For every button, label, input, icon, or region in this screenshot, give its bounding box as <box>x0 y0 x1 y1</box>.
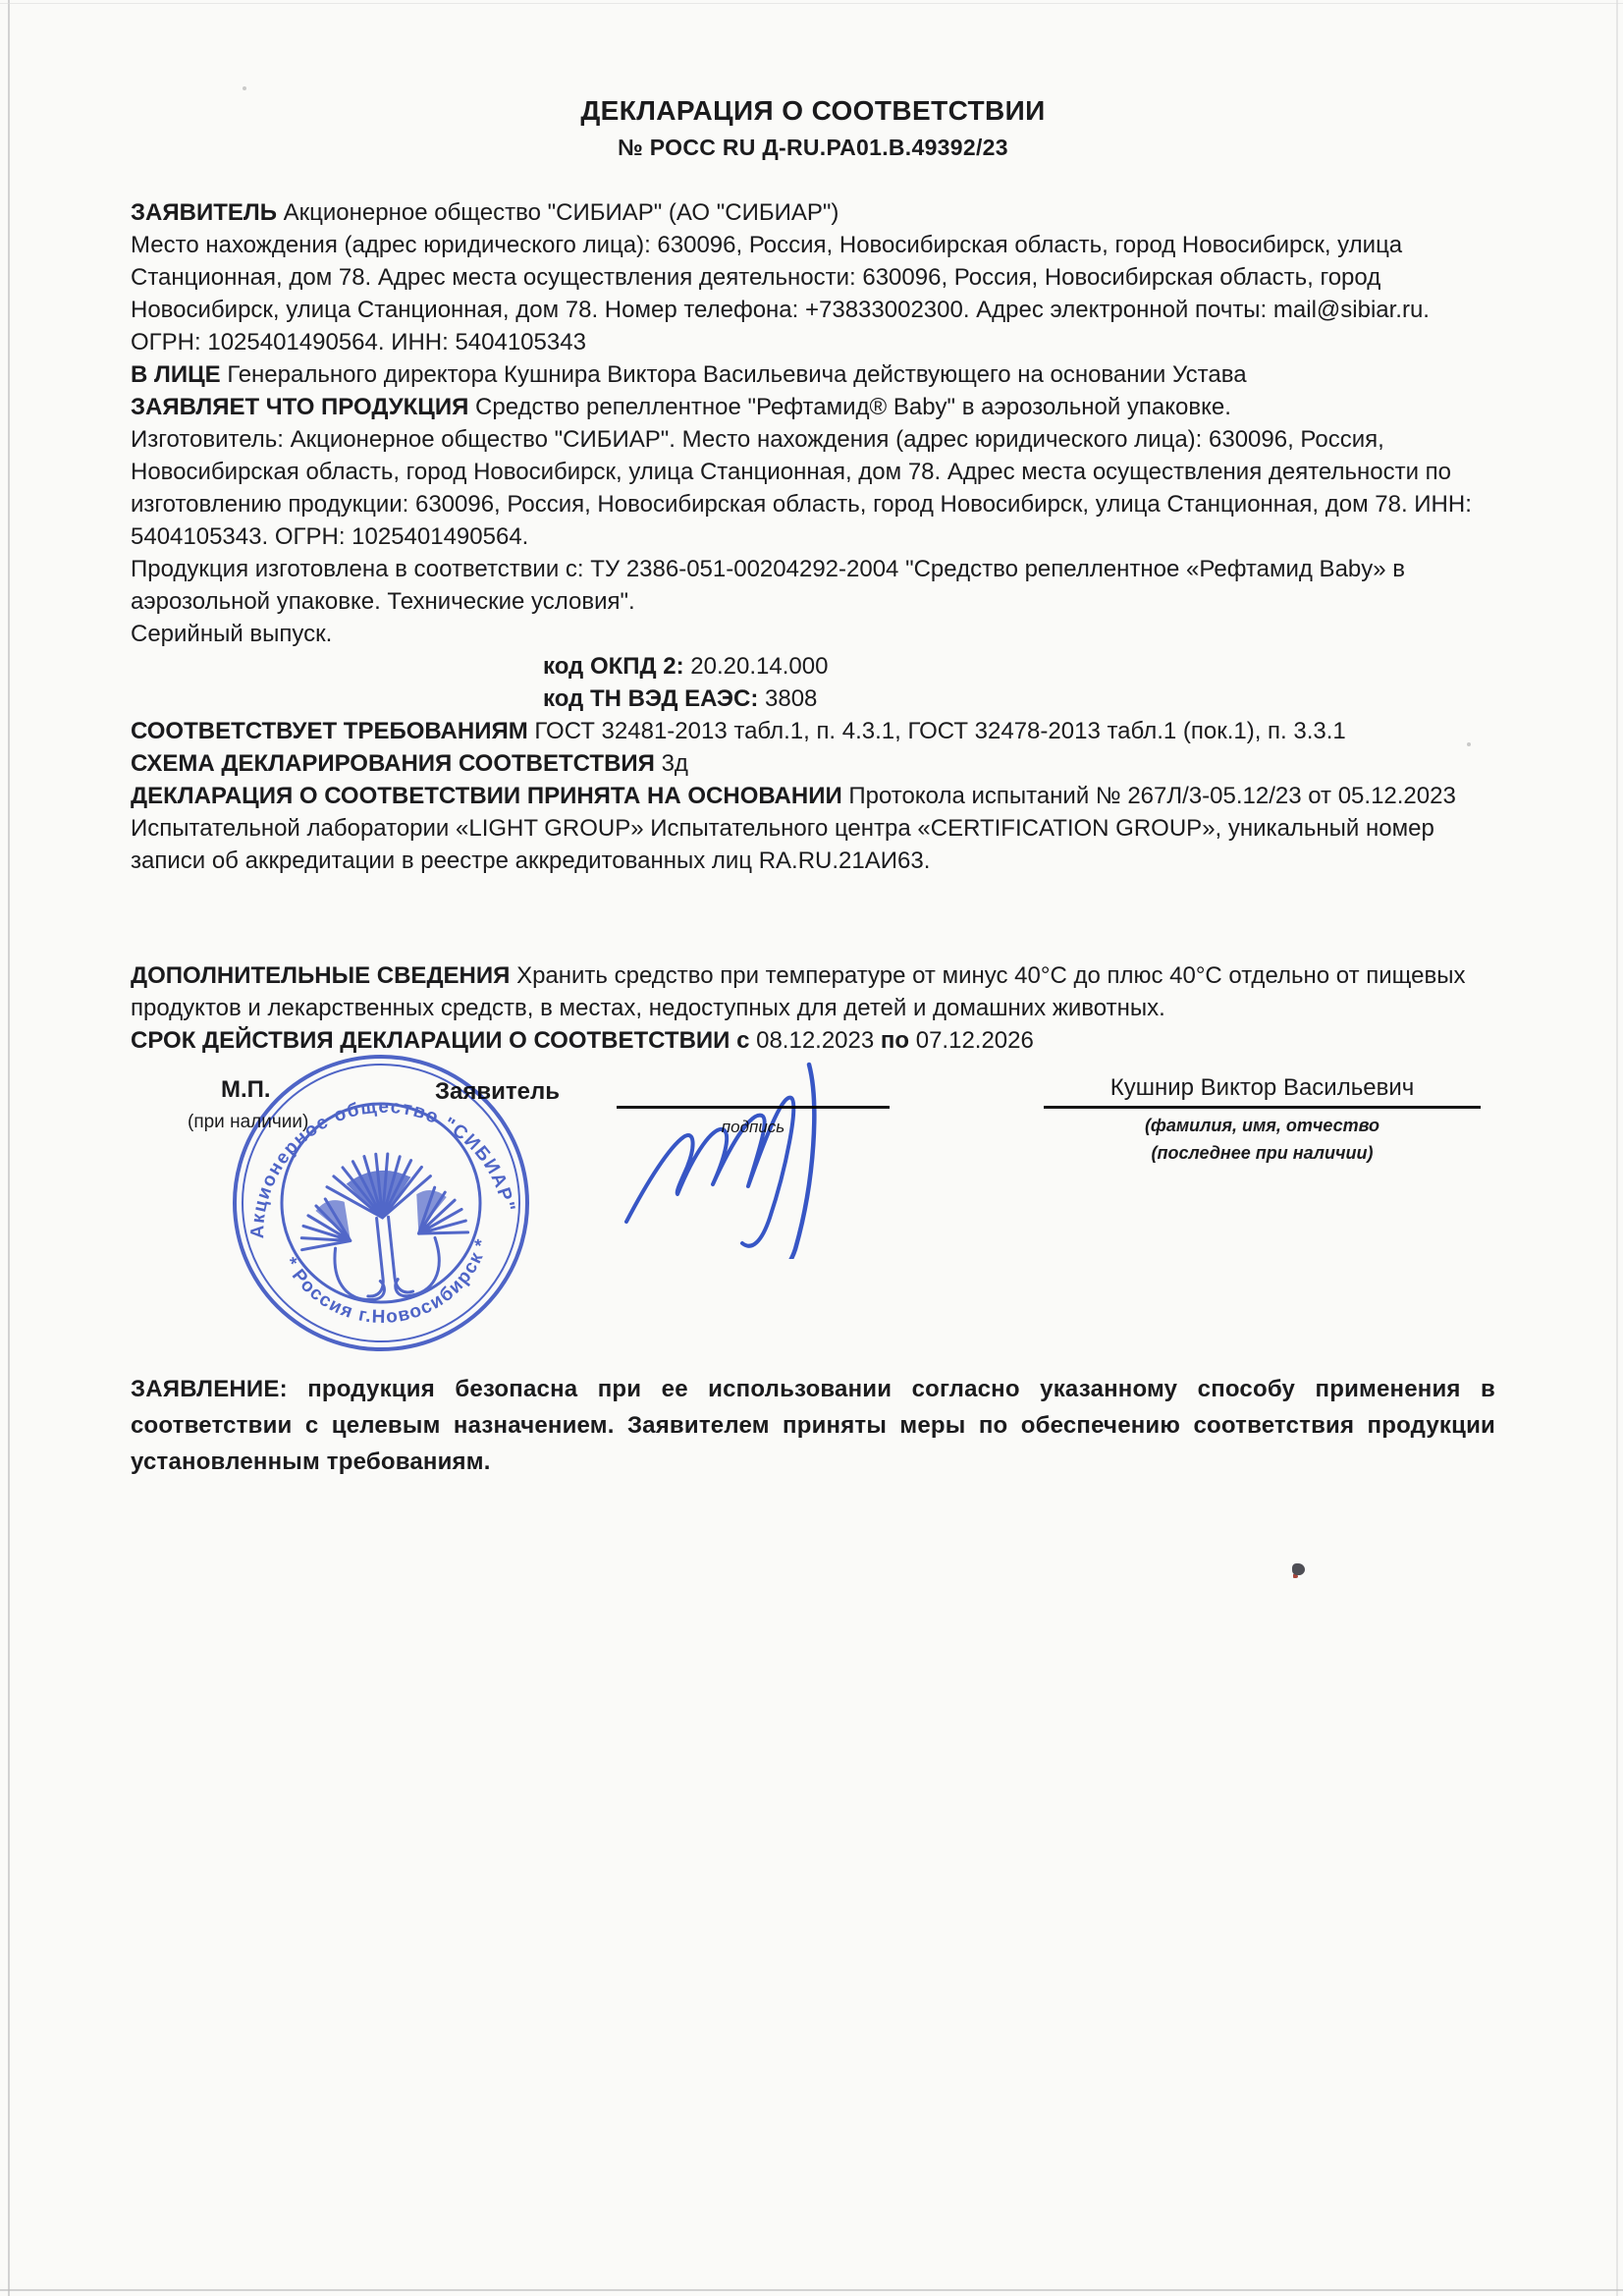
signatory-name: Кушнир Виктор Васильевич <box>1109 1074 1415 1101</box>
scan-edge-bottom <box>0 2289 1623 2291</box>
scheme-label: СХЕМА ДЕКЛАРИРОВАНИЯ СООТВЕТСТВИЯ <box>131 750 655 777</box>
product-label: ЗАЯВЛЯЕТ ЧТО ПРОДУКЦИЯ <box>131 394 469 420</box>
signatory-name-caption-1: (фамилия, имя, отчество <box>1144 1116 1380 1135</box>
manufacturer-details: Изготовитель: Акционерное общество "СИБИАР". Место нахождения (адрес юридического лица): 630096, Россия, Новосибирская область, город Новосибирск, улица Станционная, дом 78. Адрес места осуществления деятельности по изготовлению продукции: 630096, Россия, Новосибирская область, город Новосибирск, улица Станционная, дом 78. ИНН: 5404105343. ОГРН: 1025401490564. <box>131 426 1472 550</box>
document-title: ДЕКЛАРАЦИЯ О СООТВЕТСТВИИ <box>580 95 1046 126</box>
tnved-value: 3808 <box>765 685 818 712</box>
validity-to-date: 07.12.2026 <box>915 1027 1034 1054</box>
statement-paragraph <box>131 1371 1495 1480</box>
applicant-name: Акционерное общество "СИБИАР" (АО "СИБИАР") <box>283 199 839 226</box>
applicant-details: Место нахождения (адрес юридического лица): 630096, Россия, Новосибирская область, город Новосибирск, улица Станционная, дом 78. Адрес места осуществления деятельности: 630096, Россия, Новосибирская область, город Новосибирск, улица Станционная, дом 78. Номер телефона: +73833002300. Адрес электронной почты: mail@sibiar.ru. ОГРН: 1025401490564. ИНН: 5404105343 <box>131 232 1430 355</box>
section-gap <box>131 877 1495 959</box>
additional-info-paragraph <box>131 959 1495 1024</box>
additional-info-label: ДОПОЛНИТЕЛЬНЫЕ СВЕДЕНИЯ <box>131 962 511 989</box>
in-person-text: Генерального директора Кушнира Виктора Васильевича действующего на основании Устава <box>227 361 1247 388</box>
issue-type: Серийный выпуск. <box>131 621 333 647</box>
signature-caption: подпись <box>721 1118 785 1136</box>
statement-label: ЗАЯВЛЕНИЕ: <box>131 1376 288 1402</box>
validity-from-label: с <box>736 1027 750 1054</box>
applicant-label: ЗАЯВИТЕЛЬ <box>131 199 277 226</box>
statement-text: продукция безопасна при ее использовании согласно указанному способу применения в соответствии с целевым назначением. Заявителем приняты меры по обеспечению соответствия продукции установленным требованиям. <box>131 1376 1495 1475</box>
scheme-value: 3д <box>661 750 688 777</box>
stamp-bottom-text: * Россия г.Новосибирск * <box>279 1235 494 1329</box>
okpd-label: код ОКПД 2: <box>543 653 684 680</box>
validity-to-label: по <box>880 1027 910 1054</box>
company-stamp <box>214 1036 549 1371</box>
scan-noise-dot <box>243 86 246 90</box>
registration-number: № РОСС RU Д-RU.РА01.В.49392/23 <box>618 135 1008 160</box>
validity-from-date: 08.12.2023 <box>756 1027 875 1054</box>
handwritten-signature <box>597 1043 842 1259</box>
compliance-paragraph <box>131 715 1495 747</box>
basis-label: ДЕКЛАРАЦИЯ О СООТВЕТСТВИИ ПРИНЯТА НА ОСНОВАНИИ <box>131 783 842 809</box>
signatory-name-caption-2: (последнее при наличии) <box>1151 1143 1374 1163</box>
stamp-place-note: (при наличии) <box>188 1112 309 1132</box>
validity-label: СРОК ДЕЙСТВИЯ ДЕКЛАРАЦИИ О СООТВЕТСТВИИ <box>131 1027 730 1054</box>
scan-noise-dot <box>1467 742 1471 746</box>
additional-info-text: Хранить средство при температуре от минус 40°С до плюс 40°С отдельно от пищевых продуктов и лекарственных средств, в местах, недоступных для детей и домашних животных. <box>131 962 1466 1021</box>
stamp-top-text: Акционерное общество "СИБИАР" <box>247 1096 519 1239</box>
applicant-paragraph <box>131 196 1495 229</box>
basis-text: Протокола испытаний № 267Л/3-05.12/23 от 05.12.2023 Испытательной лаборатории «LIGHT GROUP» Испытательного центра «CERTIFICATION GROUP», уникальный номер записи об аккредитации в реестре аккредитованных лиц RA.RU.21АИ63. <box>131 783 1456 874</box>
product-standard: Продукция изготовлена в соответствии с: ТУ 2386-051-00204292-2004 "Средство репеллентное «Рефтамид Baby» в аэрозольной упаковке. Технические условия". <box>131 556 1406 615</box>
scan-edge-right <box>1616 0 1618 2296</box>
scheme-paragraph <box>131 747 1495 780</box>
compliance-text: ГОСТ 32481-2013 табл.1, п. 4.3.1, ГОСТ 32478-2013 табл.1 (пок.1), п. 3.3.1 <box>534 718 1346 744</box>
product-name: Средство репеллентное "Рефтамид® Baby" в аэрозольной упаковке. <box>475 394 1231 420</box>
ink-speck <box>1292 1563 1305 1575</box>
scan-edge-left <box>8 0 10 2296</box>
basis-paragraph <box>131 780 1495 877</box>
stamp-place-mark: М.П. <box>221 1076 271 1103</box>
tnved-label: код ТН ВЭД ЕАЭС: <box>543 685 759 712</box>
in-person-label: В ЛИЦЕ <box>131 361 221 388</box>
compliance-label: СООТВЕТСТВУЕТ ТРЕБОВАНИЯМ <box>131 718 528 744</box>
in-person-paragraph <box>131 358 1495 391</box>
product-paragraph <box>131 391 1495 423</box>
tnved-code-line <box>131 683 1495 715</box>
codes-block <box>131 650 1495 715</box>
okpd-code-line <box>131 650 1495 683</box>
signatory-name-line <box>1044 1106 1481 1109</box>
signatory-role-label: Заявитель <box>435 1078 560 1105</box>
okpd-value: 20.20.14.000 <box>690 653 829 680</box>
